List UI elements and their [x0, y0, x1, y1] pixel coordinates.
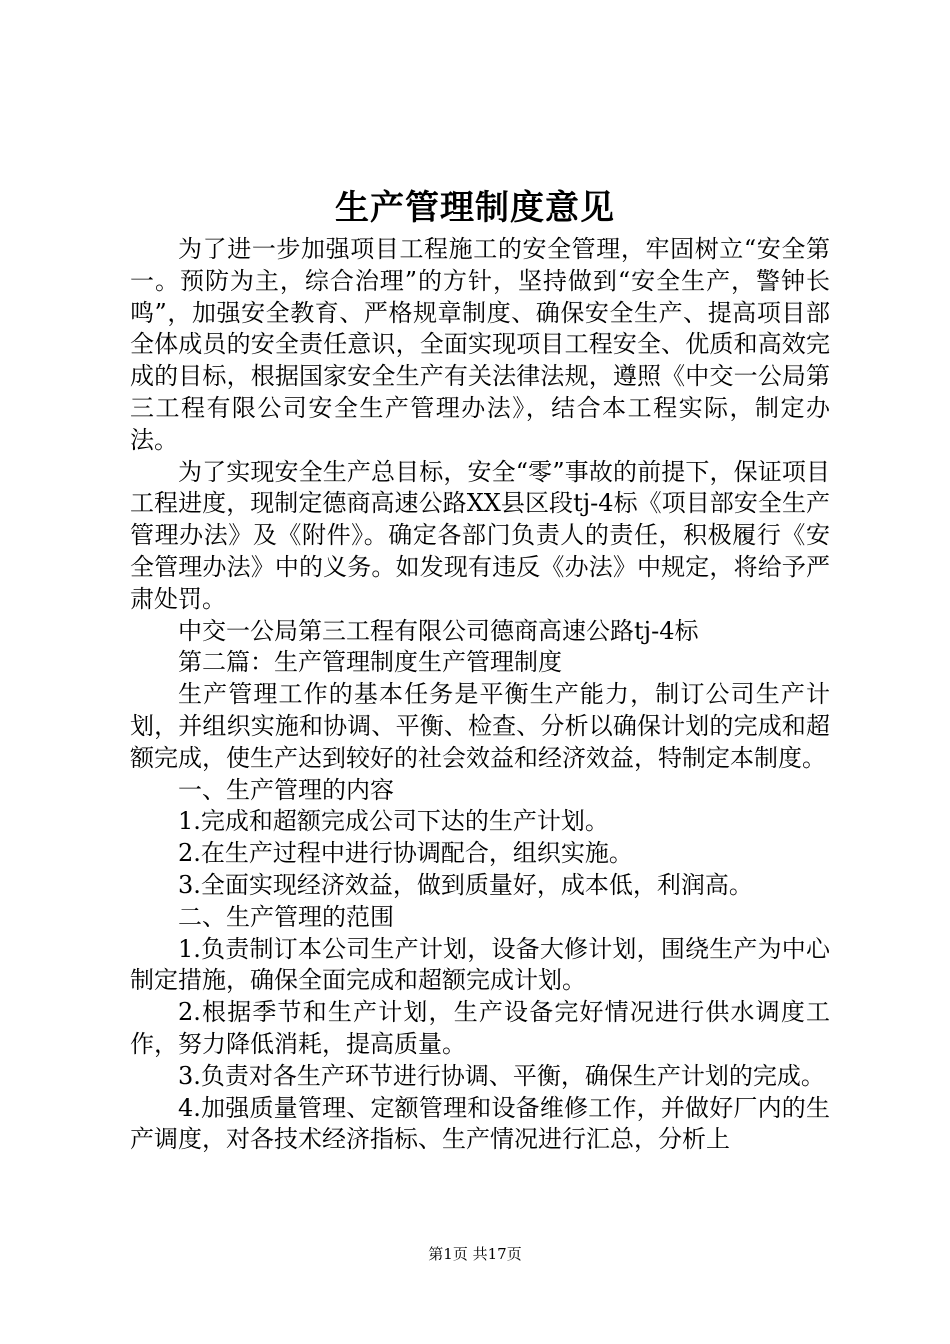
paragraph: 为了实现安全生产总目标，安全“零”事故的前提下，保证项目工程进度，现制定德商高速公路XX县区段tj-4标《项目部安全生产管理办法》及《附件》。确定各部门负责人的责任，积极履行《安全管理办法》中的义务。如发现有违反《办法》中规定，将给予严肃处罚。: [130, 457, 830, 613]
section-heading: 第二篇：生产管理制度生产管理制度: [178, 648, 562, 677]
list-item: 2.在生产过程中进行协调配合，组织实施。: [178, 839, 633, 868]
paragraph: 生产管理工作的基本任务是平衡生产能力，制订公司生产计划，并组织实施和协调、平衡、检查、分析以确保计划的完成和超额完成，使生产达到较好的社会效益和经济效益，特制定本制度。: [130, 680, 830, 772]
list-item: 3.全面实现经济效益，做到质量好，成本低，利润高。: [178, 870, 753, 899]
list-item: 1.完成和超额完成公司下达的生产计划。: [178, 807, 609, 836]
paragraph: 中交一公局第三工程有限公司德商高速公路tj-4标: [178, 616, 699, 645]
list-item: 2.根据季节和生产计划，生产设备完好情况进行供水调度工作，努力降低消耗，提高质量。: [130, 998, 830, 1058]
document-title: 生产管理制度意见: [335, 188, 615, 228]
paragraph: 为了进一步加强项目工程施工的安全管理，牢固树立“安全第一。预防为主，综合治理”的方针，坚持做到“安全生产，警钟长鸣”，加强安全教育、严格规章制度、确保安全生产、提高项目部全体成员的安全责任意识，全面实现项目工程安全、优质和高效完成的目标，根据国家安全生产有关法律法规，遵照《中交一公局第三工程有限公司安全生产管理办法》，结合本工程实际，制定办法。: [130, 235, 830, 454]
page-number-footer: 第1页 共17页: [428, 1245, 522, 1263]
section-heading: 二、生产管理的范围: [178, 902, 394, 931]
section-heading: 一、生产管理的内容: [178, 775, 394, 804]
list-item: 1.负责制订本公司生产计划，设备大修计划，围绕生产为中心制定措施，确保全面完成和超额完成计划。: [130, 934, 830, 995]
list-item: 4.加强质量管理、定额管理和设备维修工作，并做好厂内的生产调度，对各技术经济指标、生产情况进行汇总，分析上: [130, 1093, 830, 1154]
document-body: [130, 234, 830, 1156]
list-item: 3.负责对各生产环节进行协调、平衡，确保生产计划的完成。: [178, 1061, 825, 1090]
